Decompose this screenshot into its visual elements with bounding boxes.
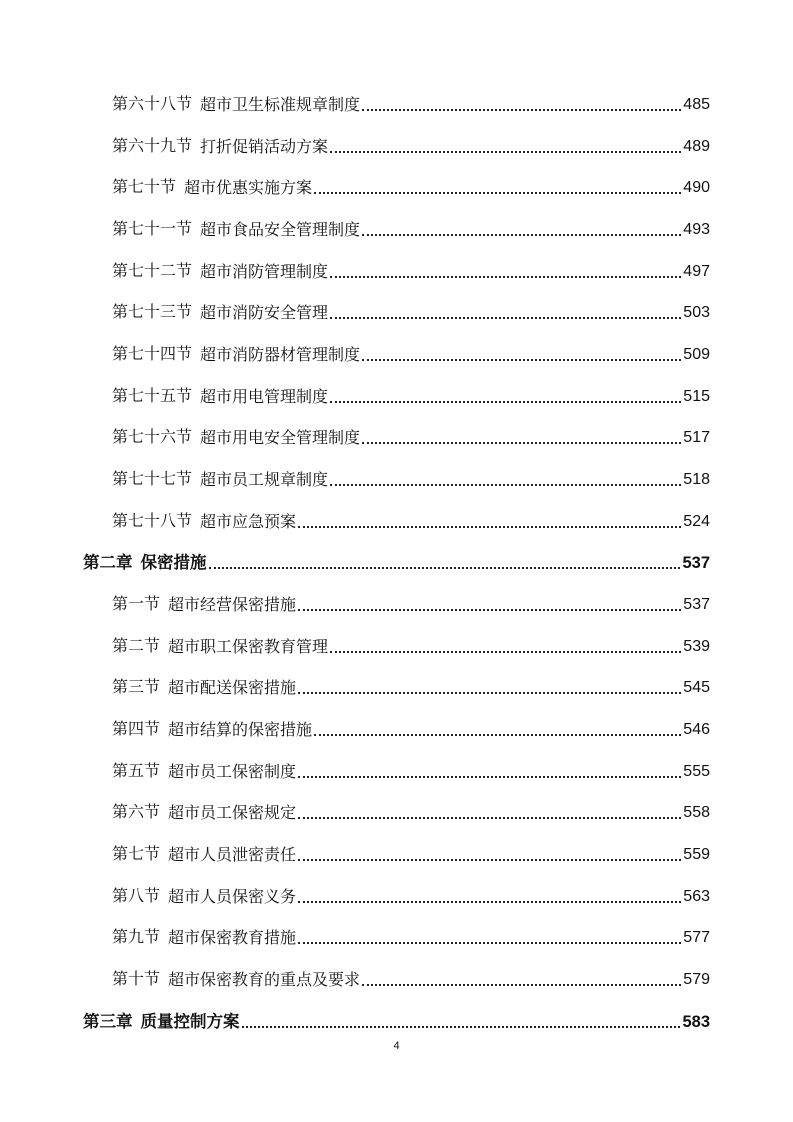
toc-entry-page: 546 — [683, 721, 710, 738]
toc-entry-label: 第八节 — [112, 888, 161, 905]
toc-entry[interactable] — [112, 217, 710, 241]
toc-entry-page: 518 — [683, 471, 710, 488]
leader-dots — [298, 776, 681, 778]
leader-dots — [330, 276, 681, 278]
toc-entry[interactable] — [112, 717, 710, 741]
leader-dots — [330, 151, 681, 153]
leader-dots — [298, 817, 681, 819]
leader-dots — [362, 109, 681, 111]
toc-entry-title: 超市人员泄密责任 — [168, 845, 297, 864]
leader-dots — [314, 192, 681, 194]
toc-entry-page: 563 — [683, 888, 710, 905]
leader-dots — [298, 901, 681, 903]
toc-entry[interactable] — [112, 175, 710, 199]
toc-entry-label: 第七十六节 — [112, 429, 193, 446]
toc-entry-page: 485 — [683, 96, 710, 113]
toc-entry-title: 超市人员保密义务 — [168, 887, 297, 906]
toc-entry-label: 第七十节 — [112, 179, 177, 196]
toc-entry-title: 超市员工规章制度 — [200, 470, 329, 489]
toc-entry-page: 490 — [683, 179, 710, 196]
toc-entry-title: 超市员工保密规定 — [168, 803, 297, 822]
leader-dots — [330, 651, 681, 653]
toc-entry-label: 第七十二节 — [112, 263, 193, 280]
toc-entry[interactable] — [112, 134, 710, 158]
toc-entry-title: 超市用电管理制度 — [200, 387, 329, 406]
toc-chapter-entry[interactable] — [83, 550, 710, 574]
toc-entry-page: 537 — [683, 596, 710, 613]
leader-dots — [209, 567, 681, 569]
toc-entry-title: 超市结算的保密措施 — [168, 720, 313, 739]
toc-entry-title: 超市员工保密制度 — [168, 762, 297, 781]
leader-dots — [362, 359, 681, 361]
toc-entry-page: 524 — [683, 513, 710, 530]
toc-entry-page: 515 — [683, 388, 710, 405]
toc-entry-title: 超市卫生标准规章制度 — [200, 95, 361, 114]
toc-entry-page: 509 — [683, 346, 710, 363]
leader-dots — [362, 442, 681, 444]
toc-entry-label: 第七十四节 — [112, 346, 193, 363]
toc-entry-page: 539 — [683, 638, 710, 655]
toc-entry-title: 超市优惠实施方案 — [184, 178, 313, 197]
leader-dots — [298, 942, 681, 944]
toc-entry-title: 超市配送保密措施 — [168, 678, 297, 697]
toc-entry-title: 超市保密教育的重点及要求 — [168, 970, 361, 989]
toc-entry[interactable] — [112, 300, 710, 324]
toc-entry-title: 质量控制方案 — [140, 1012, 240, 1031]
leader-dots — [314, 734, 681, 736]
toc-entry-label: 第七十五节 — [112, 388, 193, 405]
toc-entry-label: 第七十三节 — [112, 304, 193, 321]
toc-entry-label: 第九节 — [112, 929, 161, 946]
toc-entry-page: 493 — [683, 221, 710, 238]
toc-entry-label: 第三章 — [83, 1013, 133, 1031]
toc-entry-page: 517 — [683, 429, 710, 446]
toc-entry[interactable] — [112, 509, 710, 533]
toc-entry-page: 555 — [683, 763, 710, 780]
toc-entry-label: 第二节 — [112, 638, 161, 655]
toc-entry[interactable] — [112, 634, 710, 658]
leader-dots — [362, 234, 681, 236]
toc-entry-label: 第三节 — [112, 679, 161, 696]
toc-entry-label: 第十节 — [112, 971, 161, 988]
toc-entry[interactable] — [112, 759, 710, 783]
leader-dots — [298, 609, 681, 611]
toc-entry[interactable] — [112, 592, 710, 616]
leader-dots — [362, 984, 681, 986]
toc-entry-page: 577 — [683, 929, 710, 946]
toc-entry[interactable] — [112, 925, 710, 949]
toc-entry-page: 558 — [683, 804, 710, 821]
toc-entry-page: 489 — [683, 138, 710, 155]
toc-entry-label: 第六十八节 — [112, 96, 193, 113]
toc-entry-label: 第七十八节 — [112, 513, 193, 530]
leader-dots — [330, 484, 681, 486]
toc-entry-label: 第五节 — [112, 763, 161, 780]
toc-entry-title: 超市消防器材管理制度 — [200, 345, 361, 364]
toc-entry-page: 559 — [683, 846, 710, 863]
toc-entry[interactable] — [112, 884, 710, 908]
toc-entry[interactable] — [112, 467, 710, 491]
toc-entry-title: 超市应急预案 — [200, 512, 297, 531]
toc-entry-title: 打折促销活动方案 — [200, 137, 329, 156]
toc-entry-title: 超市用电安全管理制度 — [200, 428, 361, 447]
leader-dots — [298, 859, 681, 861]
toc-chapter-entry[interactable] — [83, 1009, 710, 1033]
toc-entry-title: 超市消防安全管理 — [200, 303, 329, 322]
toc-entry-label: 第七节 — [112, 846, 161, 863]
toc-entry[interactable] — [112, 967, 710, 991]
toc-entry[interactable] — [112, 92, 710, 116]
page-number: 4 — [393, 1040, 400, 1052]
toc-entry-label: 第一节 — [112, 596, 161, 613]
toc-entry[interactable] — [112, 342, 710, 366]
toc-entry-label: 第六节 — [112, 804, 161, 821]
toc-entry-page: 579 — [683, 971, 710, 988]
toc-entry[interactable] — [112, 384, 710, 408]
toc-entry-title: 保密措施 — [140, 553, 207, 572]
toc-entry-title: 超市经营保密措施 — [168, 595, 297, 614]
toc-entry-page: 503 — [683, 304, 710, 321]
toc-entry-page: 537 — [682, 554, 710, 572]
toc-entry-label: 第七十七节 — [112, 471, 193, 488]
toc-entry[interactable] — [112, 675, 710, 699]
leader-dots — [298, 526, 681, 528]
toc-entry-label: 第七十一节 — [112, 221, 193, 238]
toc-entry-label: 第六十九节 — [112, 138, 193, 155]
toc-entry-page: 583 — [682, 1013, 710, 1031]
leader-dots — [242, 1026, 681, 1028]
leader-dots — [298, 692, 681, 694]
toc-entry-label: 第四节 — [112, 721, 161, 738]
leader-dots — [330, 401, 681, 403]
toc-entry[interactable] — [112, 800, 710, 824]
toc-entry-title: 超市职工保密教育管理 — [168, 637, 329, 656]
leader-dots — [330, 317, 681, 319]
toc-entry-page: 497 — [683, 263, 710, 280]
toc-entry-title: 超市食品安全管理制度 — [200, 220, 361, 239]
toc-entry-title: 超市保密教育措施 — [168, 928, 297, 947]
toc-entry-title: 超市消防管理制度 — [200, 262, 329, 281]
toc-entry-page: 545 — [683, 679, 710, 696]
toc-entry-label: 第二章 — [83, 554, 133, 572]
toc-entry[interactable] — [112, 425, 710, 449]
toc-entry[interactable] — [112, 842, 710, 866]
toc-entry[interactable] — [112, 259, 710, 283]
